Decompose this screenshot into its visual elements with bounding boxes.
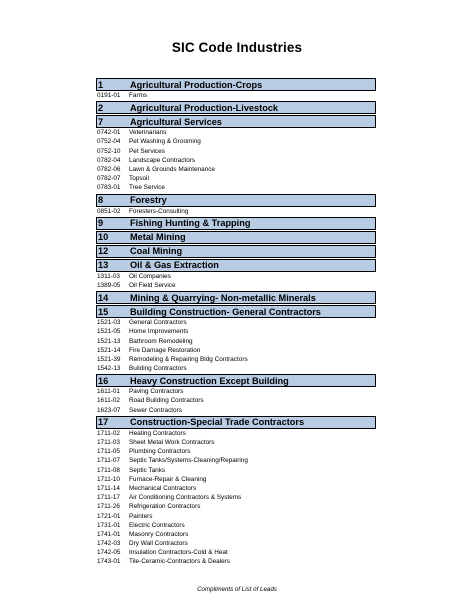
- sic-code: 1521-03: [97, 319, 121, 327]
- table-row: [96, 456, 376, 465]
- industry-name: Oil Companies: [129, 272, 171, 280]
- industry-name: Sewer Contractors: [129, 406, 182, 414]
- table-row: [96, 281, 376, 290]
- group-name: Coal Mining: [130, 246, 183, 257]
- industry-name: Remodeling & Repairing Bldg Contractors: [129, 355, 248, 363]
- industry-name: Farms: [129, 92, 148, 100]
- group-code: 17: [98, 417, 109, 428]
- group-code: 14: [98, 292, 109, 303]
- industry-name: Septic Tanks: [129, 466, 166, 474]
- table-row: [96, 484, 376, 493]
- industry-name: Painters: [129, 512, 153, 520]
- sic-code: 1711-07: [97, 457, 120, 465]
- sic-code: 0752-10: [97, 147, 121, 155]
- industry-name: Bathroom Remodeling: [129, 337, 193, 345]
- group-name: Agricultural Production-Crops: [130, 79, 263, 90]
- sic-code: 1711-03: [97, 439, 120, 447]
- industry-name: Road Building Contractors: [129, 397, 204, 405]
- industry-group-header: [96, 374, 376, 387]
- industry-name: Pet Services: [129, 147, 165, 155]
- sic-code: 1623-07: [97, 406, 121, 414]
- group-code: 9: [98, 218, 104, 229]
- table-row: [96, 318, 376, 327]
- sic-code: 1743-01: [97, 558, 121, 566]
- table-row: [96, 207, 376, 216]
- table-row: [96, 511, 376, 520]
- table-row: [96, 364, 376, 373]
- group-name: Forestry: [130, 195, 167, 205]
- sic-code: 1611-01: [97, 388, 120, 396]
- group-code: 10: [98, 232, 109, 243]
- group-code: 12: [98, 246, 109, 257]
- sic-code: 1711-17: [97, 494, 120, 502]
- industry-group-header: [96, 78, 376, 91]
- sic-code: 1711-26: [97, 503, 120, 511]
- industry-group-header: [96, 245, 376, 258]
- table-row: [96, 466, 376, 475]
- industry-group-header: [96, 231, 376, 244]
- industry-group-header: [96, 305, 376, 318]
- industry-name: Home Improvements: [129, 328, 189, 336]
- sic-code: 1721-01: [97, 512, 121, 520]
- industry-name: Veterinarians: [129, 129, 167, 137]
- table-row: [96, 502, 376, 511]
- table-row: [96, 557, 376, 566]
- industry-name: Lawn & Grounds Maintenance: [129, 166, 215, 174]
- group-name: Mining & Quarrying- Non-metallic Minerals: [130, 292, 316, 303]
- industry-name: Electric Contractors: [129, 521, 185, 529]
- industry-name: Fire Damage Restoration: [129, 346, 201, 354]
- table-row: [96, 327, 376, 336]
- table-row: [96, 406, 376, 415]
- sic-code: 0752-04: [97, 138, 121, 146]
- table-row: [96, 156, 376, 165]
- group-name: Fishing Hunting & Trapping: [130, 218, 251, 229]
- group-name: Building Construction- General Contractors: [130, 306, 321, 317]
- table-row: [96, 530, 376, 539]
- table-row: [96, 475, 376, 484]
- sic-code: 1711-14: [97, 484, 120, 492]
- sic-code: 1521-13: [97, 337, 121, 345]
- group-name: Metal Mining: [130, 232, 186, 243]
- sic-code: 0782-04: [97, 156, 121, 164]
- industry-name: Air Conditioning Contractors & Systems: [129, 494, 242, 502]
- industry-group-header: [96, 259, 376, 272]
- industry-name: Plumbing Contractors: [129, 448, 191, 456]
- table-row: [96, 165, 376, 174]
- industry-name: Furnace-Repair & Cleaning: [129, 475, 207, 483]
- industry-name: Dry Wall Contractors: [129, 540, 188, 548]
- sic-code: 1711-08: [97, 466, 120, 474]
- sic-code: 1711-02: [97, 429, 120, 437]
- sic-code: 0783-01: [97, 184, 121, 192]
- sic-code: 1742-03: [97, 540, 121, 548]
- industry-name: Mechanical Contractors: [129, 484, 197, 492]
- sic-code: 1521-14: [97, 346, 121, 354]
- industry-name: Sheet Metal Work Contractors: [129, 439, 215, 447]
- sic-code: 1611-02: [97, 397, 120, 405]
- group-code: 16: [98, 375, 109, 386]
- page-title: SIC Code Industries: [171, 40, 303, 55]
- industry-group-header: [96, 291, 376, 304]
- industry-name: Tree Service: [129, 184, 165, 192]
- industry-group-header: [96, 194, 376, 207]
- table-row: [96, 336, 376, 345]
- sic-code: 1542-13: [97, 365, 121, 373]
- sic-code: 0782-07: [97, 175, 121, 183]
- industry-name: Paving Contractors: [129, 388, 184, 396]
- table-row: [96, 493, 376, 502]
- group-code: 1: [98, 79, 104, 90]
- sic-code-table: [96, 77, 376, 567]
- sic-code: 1711-10: [97, 475, 120, 483]
- group-name: Heavy Construction Except Building: [130, 375, 289, 386]
- sic-code: 1389-05: [97, 281, 121, 289]
- table-row: [96, 174, 376, 183]
- table-row: [96, 272, 376, 281]
- table-row: [96, 183, 376, 192]
- table-row: [96, 91, 376, 100]
- table-row: [96, 548, 376, 557]
- group-name: Construction-Special Trade Contractors: [130, 417, 305, 428]
- sic-code: 1741-01: [97, 530, 121, 538]
- sic-code: 1711-05: [97, 448, 120, 456]
- group-name: Oil & Gas Extraction: [130, 260, 219, 271]
- table-row: [96, 429, 376, 438]
- industry-name: Oil Field Service: [129, 281, 176, 289]
- footer-credit: Compliments of List of Leads: [197, 586, 277, 593]
- table-row: [96, 137, 376, 146]
- sic-code: 0191-01: [97, 92, 121, 100]
- industry-name: General Contractors: [129, 319, 187, 327]
- table-row: [96, 447, 376, 456]
- table-row: [96, 346, 376, 355]
- table-row: [96, 355, 376, 364]
- table-row: [96, 438, 376, 447]
- industry-group-header: [96, 217, 376, 230]
- industry-name: Landscape Contractors: [129, 156, 196, 164]
- table-row: [96, 396, 376, 405]
- group-name: Agricultural Services: [130, 116, 222, 127]
- sic-code: 1742-05: [97, 549, 121, 557]
- industry-name: Insulation Contractors-Cold & Heat: [129, 549, 228, 557]
- group-code: 2: [98, 102, 104, 113]
- industry-name: Tile-Ceramic-Contractors & Dealers: [129, 558, 230, 566]
- sic-code: 1521-39: [97, 355, 121, 363]
- industry-name: Building Contractors: [129, 365, 187, 373]
- group-code: 8: [98, 195, 104, 205]
- industry-group-header: [96, 101, 376, 114]
- industry-name: Masonry Contractors: [129, 530, 189, 538]
- industry-name: Heating Contractors: [129, 429, 186, 437]
- sic-code: 0851-02: [97, 207, 121, 215]
- table-row: [96, 521, 376, 530]
- table-row: [96, 387, 376, 396]
- group-name: Agricultural Production-Livestock: [130, 102, 279, 113]
- sic-code: 1311-03: [97, 272, 120, 280]
- table-row: [96, 147, 376, 156]
- industry-name: Septic Tanks/Systems-Cleaning/Repairing: [129, 457, 248, 465]
- sic-code: 0782-06: [97, 166, 121, 174]
- sic-code: 0742-01: [97, 129, 121, 137]
- group-code: 15: [98, 306, 109, 317]
- sic-code: 1521-05: [97, 328, 121, 336]
- industry-name: Foresters-Consulting: [129, 207, 189, 215]
- industry-group-header: [96, 416, 376, 429]
- table-row: [96, 128, 376, 137]
- industry-name: Topsoil: [129, 175, 149, 183]
- table-row: [96, 539, 376, 548]
- industry-name: Refrigeration Contractors: [129, 503, 201, 511]
- group-code: 13: [98, 260, 109, 271]
- sic-code: 1731-01: [97, 521, 121, 529]
- industry-name: Pet Washing & Grooming: [129, 138, 201, 146]
- industry-group-header: [96, 115, 376, 128]
- group-code: 7: [98, 116, 104, 127]
